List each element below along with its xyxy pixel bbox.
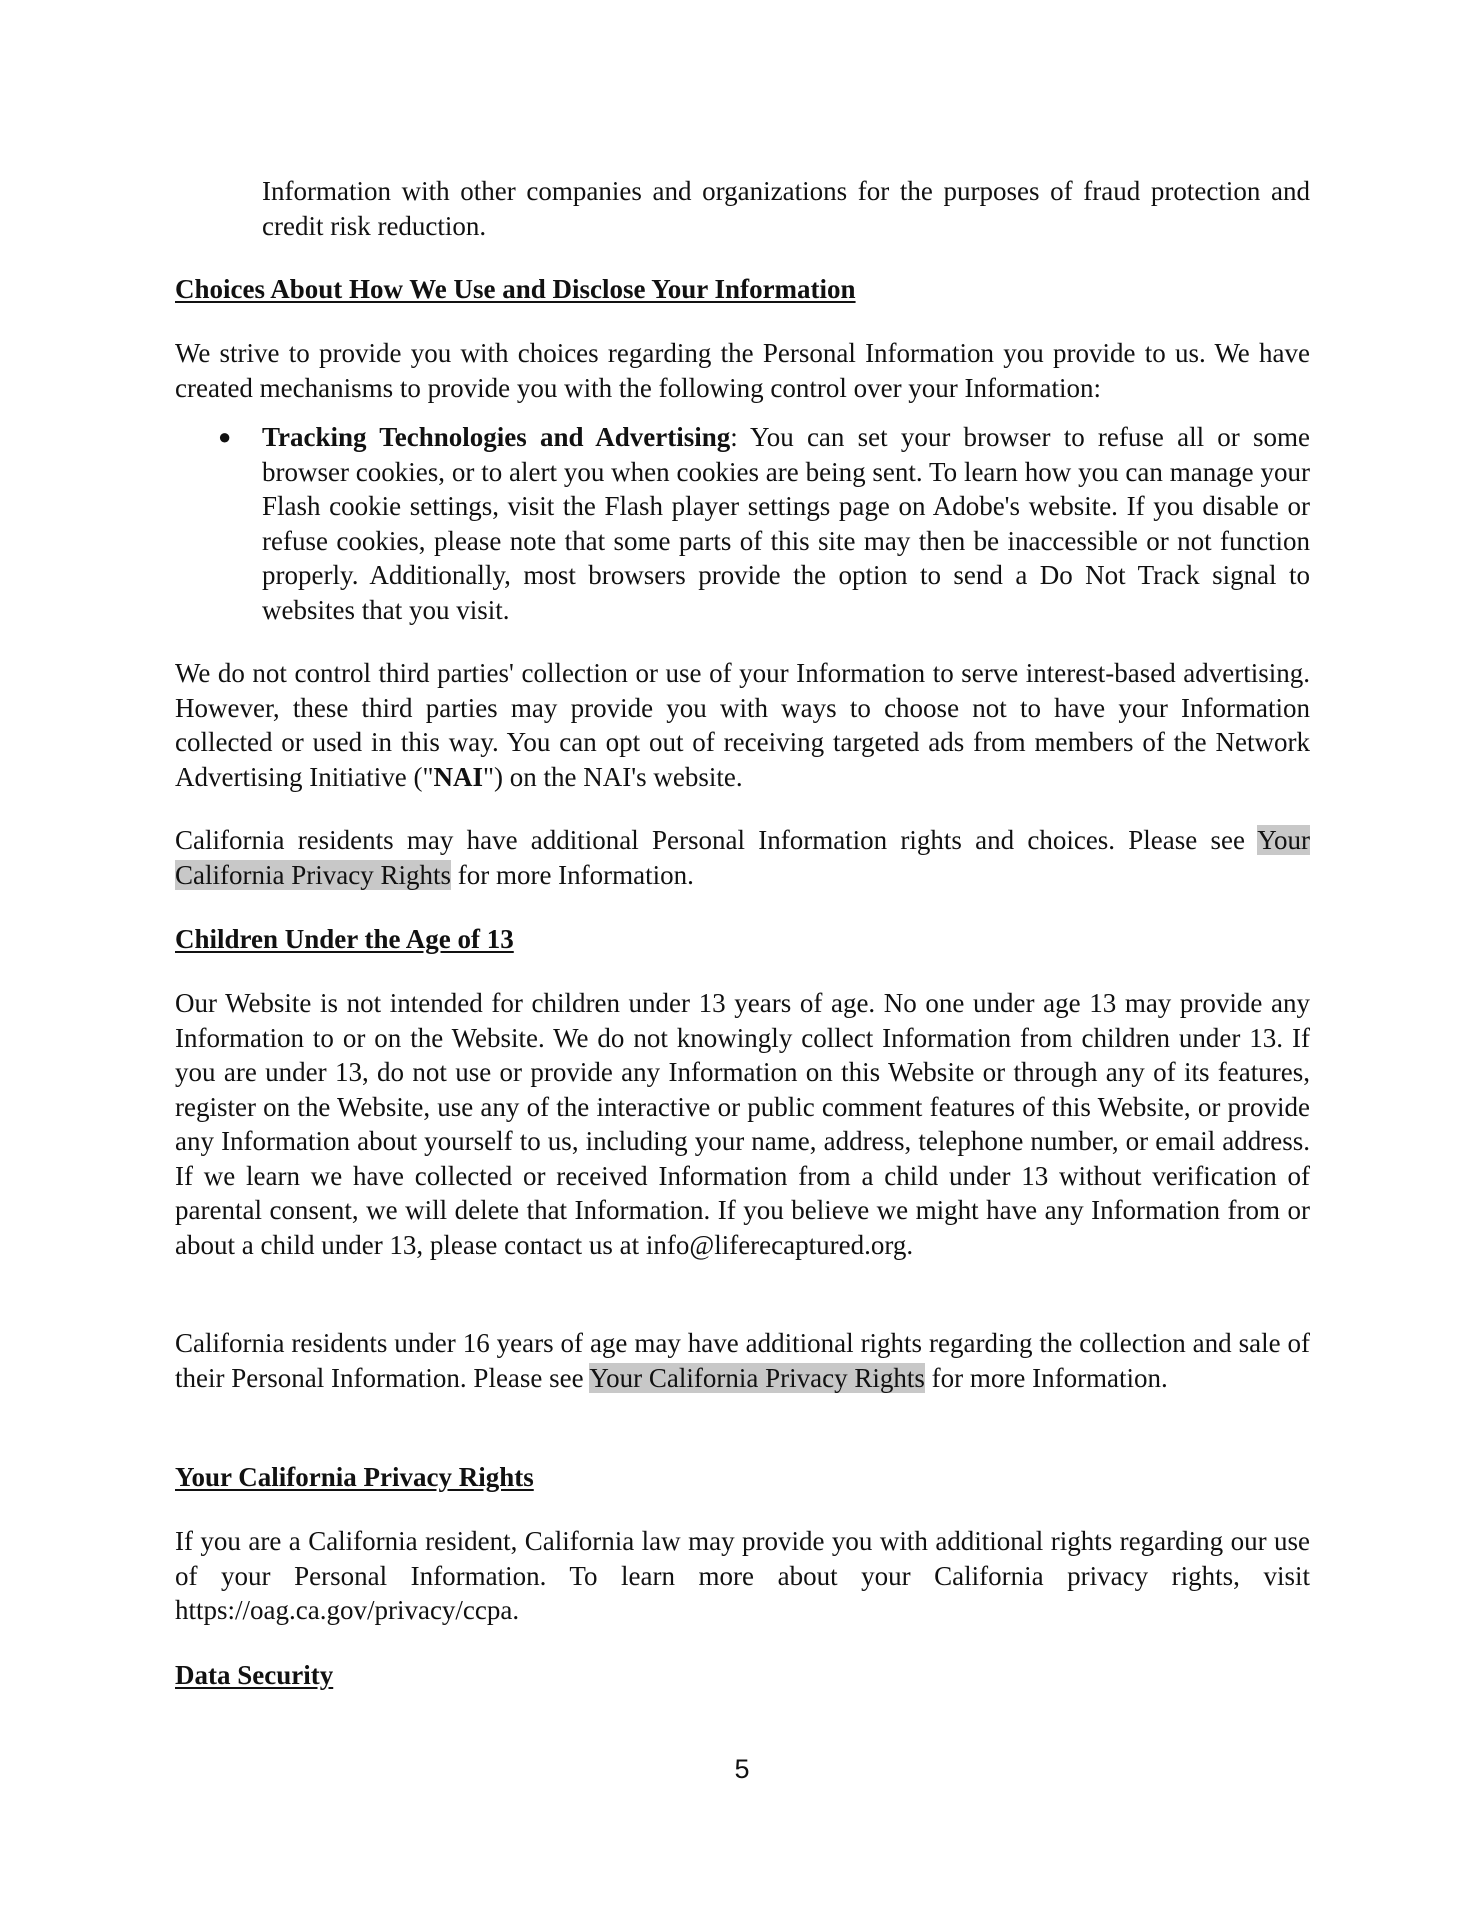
- intro-continuation: Information with other companies and organizations for the purposes of fraud protection and credit risk reduction.: [262, 176, 1310, 241]
- california-choices-paragraph: [175, 823, 1310, 892]
- page-number: 5: [734, 1754, 750, 1784]
- children-body: Our Website is not intended for children under 13 years of age. No one under age 13 may provide any Information to or on the Website. We do not knowingly collect Information from children under 13. If you are under 13, do not use or provide any Information on this Website or through any of its features, register on the Website, use any of the interactive or public comment features of this Website, or provide any Information about yourself to us, including your name, address, telephone number, or email address. If we learn we have collected or received Information from a child under 13 without verification of parental consent, we will delete that Information. If you believe we might have any Information from or about a child under 13, please contact us at info@liferecaptured.org.: [175, 988, 1310, 1260]
- california-rights-link-2[interactable]: Your California Privacy Rights: [589, 1362, 925, 1393]
- choices-intro: We strive to provide you with choices regarding the Personal Information you provide to us. We have created mechanisms to provide you with the following control over your Information:: [175, 338, 1310, 403]
- bullet-text: : You can set your browser to refuse all or some browser cookies, or to alert you when cookies are being sent. To learn how you can manage your Flash cookie settings, visit the Flash player settings page on Adobe's website. If you disable or refuse cookies, please note that some parts of this site may then be inaccessible or not function properly. Additionally, most browsers provide the option to send a Do Not Track signal to websites that you visit.: [262, 422, 1310, 625]
- children-heading: Children Under the Age of 13: [175, 924, 514, 954]
- children-california-paragraph: [175, 1326, 1310, 1395]
- california-choices-text: California residents may have additional Personal Information rights and choices. Please see: [175, 825, 1258, 855]
- nai-bold: NAI: [433, 761, 483, 792]
- california-rights-body: If you are a California resident, California law may provide you with additional rights regarding our use of your Personal Information. To learn more about your California privacy rights, visit https://oag.ca.gov/privacy/ccpa.: [175, 1526, 1310, 1625]
- california-rights-link[interactable]: Your California Privacy Rights: [175, 825, 1310, 890]
- children-california-text: California residents under 16 years of age may have additional rights regarding the collection and sale of their Personal Information. Please see: [175, 1328, 1310, 1393]
- third-party-paragraph: [175, 656, 1310, 794]
- data-security-heading: Data Security: [175, 1660, 334, 1690]
- bullet-label: Tracking Technologies and Advertising: [262, 422, 731, 452]
- california-choices-text-end: for more Information.: [450, 859, 694, 890]
- bullet-tracking: [262, 420, 1310, 627]
- children-california-text-end: for more Information.: [924, 1362, 1168, 1393]
- california-rights-heading: Your California Privacy Rights: [175, 1462, 534, 1492]
- bullet-icon: ●: [218, 424, 232, 449]
- third-party-text-end: ") on the NAI's website.: [482, 761, 743, 792]
- choices-heading: Choices About How We Use and Disclose Your Information: [175, 274, 856, 304]
- third-party-text: We do not control third parties' collection or use of your Information to serve interest-based advertising. However, these third parties may provide you with ways to choose not to have your Information collected or used in this way. You can opt out of receiving targeted ads from members of the Network Advertising Initiative (": [175, 658, 1310, 792]
